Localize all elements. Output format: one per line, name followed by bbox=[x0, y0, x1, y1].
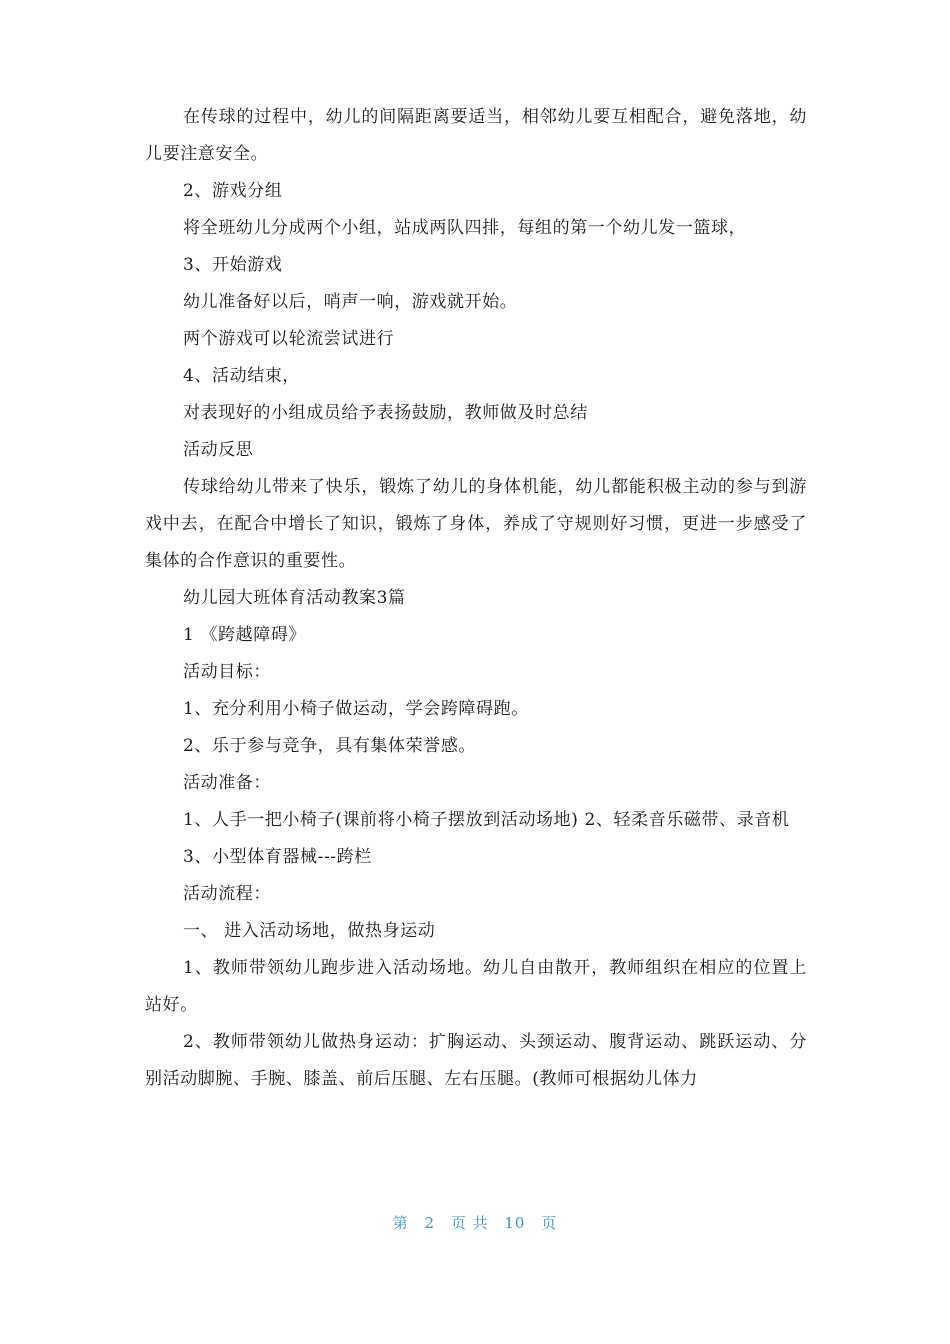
paragraph: 1、教师带领幼儿跑步进入活动场地。幼儿自由散开，教师组织在相应的位置上站好。 bbox=[145, 958, 807, 1015]
paragraph: 2、乐于参与竞争，具有集体荣誉感。 bbox=[183, 736, 477, 756]
section-heading: 活动准备： bbox=[183, 773, 271, 793]
footer-suffix: 页 bbox=[541, 1214, 558, 1232]
paragraph: 2、游戏分组 bbox=[183, 181, 283, 201]
section-heading: 活动流程： bbox=[183, 884, 271, 904]
footer-middle: 页 共 bbox=[450, 1214, 489, 1232]
paragraph: 2、教师带领幼儿做热身运动：扩胸运动、头颈运动、腹背运动、跳跃运动、分别活动脚腕、手腕、膝盖、前后压腿、左右压腿。(教师可根据幼儿体力 bbox=[145, 1032, 807, 1089]
page-footer bbox=[0, 1212, 950, 1233]
footer-prefix: 第 bbox=[392, 1214, 409, 1232]
paragraph: 两个游戏可以轮流尝试进行 bbox=[183, 329, 395, 349]
paragraph: 1、充分利用小椅子做运动，学会跨障碍跑。 bbox=[183, 699, 529, 719]
section-heading: 活动目标： bbox=[183, 662, 271, 682]
section-heading: 活动反思 bbox=[183, 440, 254, 460]
paragraph: 在传球的过程中，幼儿的间隔距离要适当，相邻幼儿要互相配合，避免落地，幼儿要注意安全。 bbox=[145, 107, 807, 164]
document-body bbox=[145, 99, 807, 1098]
paragraph: 1、人手一把小椅子(课前将小椅子摆放到活动场地) 2、轻柔音乐磁带、录音机 bbox=[183, 810, 790, 830]
paragraph: 3、开始游戏 bbox=[183, 255, 283, 275]
paragraph: 3、小型体育器械---跨栏 bbox=[183, 847, 372, 867]
paragraph: 对表现好的小组成员给予表扬鼓励，教师做及时总结 bbox=[183, 403, 588, 423]
paragraph: 4、活动结束， bbox=[183, 366, 301, 386]
paragraph: 一、 进入活动场地，做热身运动 bbox=[183, 921, 436, 941]
paragraph: 幼儿准备好以后，哨声一响，游戏就开始。 bbox=[183, 292, 518, 312]
footer-total-pages: 10 bbox=[504, 1214, 526, 1232]
footer-page-number: 2 bbox=[424, 1214, 436, 1232]
paragraph: 传球给幼儿带来了快乐，锻炼了幼儿的身体机能，幼儿都能积极主动的参与到游戏中去，在配合中增长了知识，锻炼了身体，养成了守规则好习惯，更进一步感受了集体的合作意识的重要性。 bbox=[145, 477, 807, 571]
section-heading: 1 《跨越障碍》 bbox=[183, 625, 307, 645]
paragraph: 将全班幼儿分成两个小组，站成两队四排，每组的第一个幼儿发一篮球， bbox=[183, 218, 747, 238]
section-heading: 幼儿园大班体育活动教案3篇 bbox=[183, 588, 406, 608]
